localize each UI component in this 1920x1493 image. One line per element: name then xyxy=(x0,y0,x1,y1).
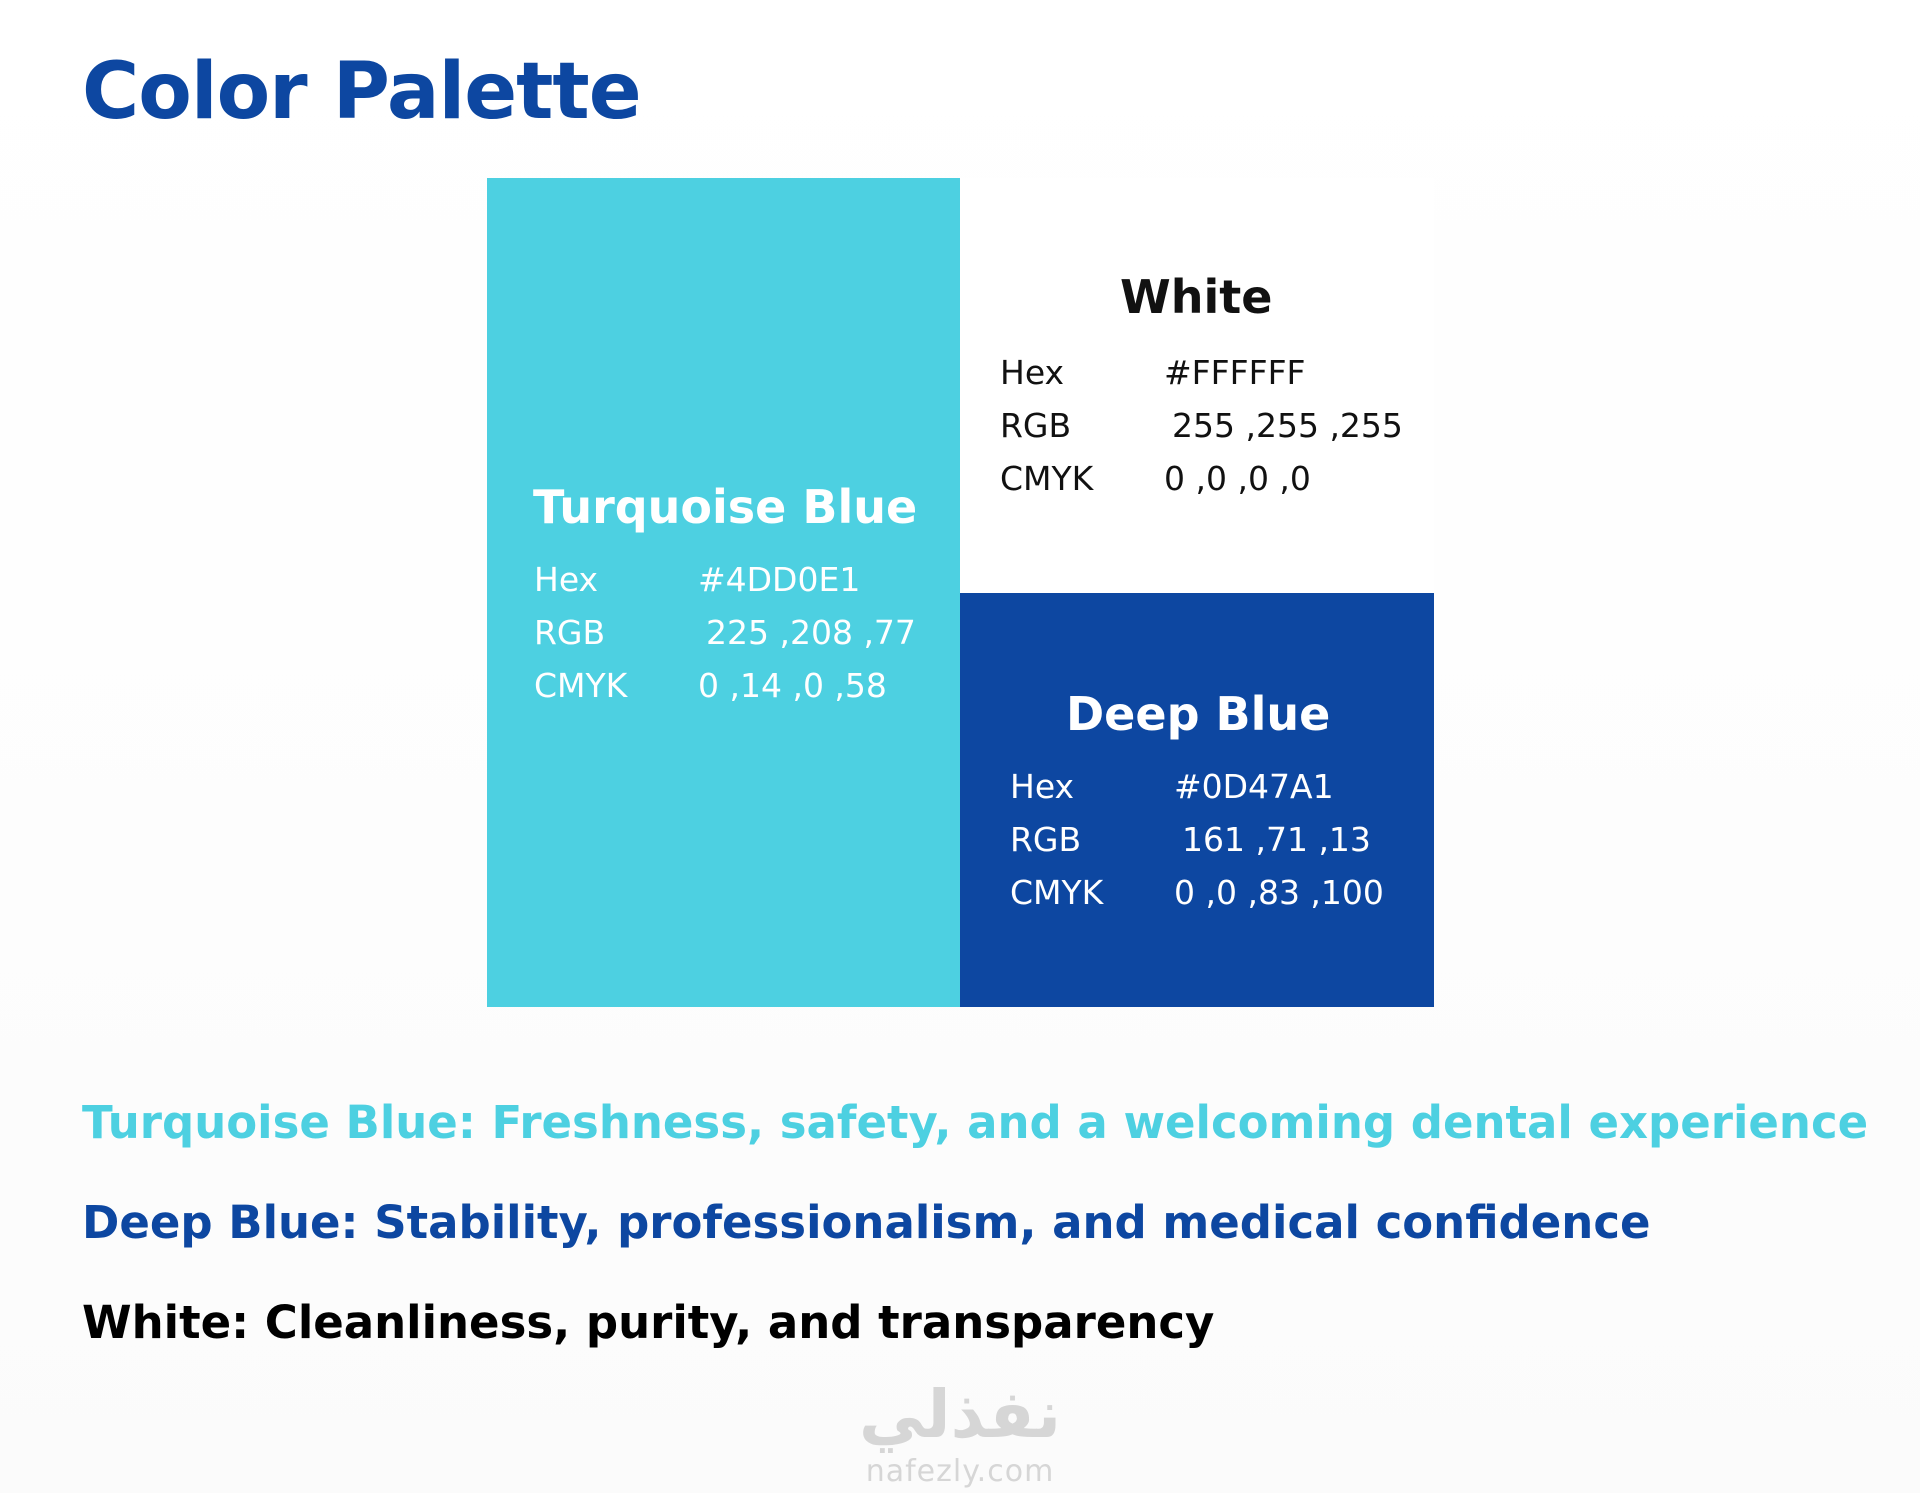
rgb-label: RGB xyxy=(1000,406,1072,445)
watermark-latin-text: nafezly.com xyxy=(865,1454,1055,1489)
turquoise-blue-description: Turquoise Blue: Freshness, safety, and a welcoming dental experience xyxy=(82,1096,1869,1149)
rgb-row xyxy=(534,606,934,659)
white-specs xyxy=(1000,346,1420,505)
cmyk-value: 0 ,0 ,0 ,0 xyxy=(1164,459,1311,498)
hex-value: #4DD0E1 xyxy=(698,560,861,599)
cmyk-row xyxy=(1010,866,1430,919)
hex-label: Hex xyxy=(534,560,599,599)
deep-blue-name: Deep Blue xyxy=(1066,687,1331,741)
cmyk-label: CMYK xyxy=(534,666,628,705)
rgb-value: 161 ,71 ,13 xyxy=(1182,820,1371,859)
hex-value: #0D47A1 xyxy=(1174,767,1334,806)
cmyk-value: 0 ,14 ,0 ,58 xyxy=(698,666,887,705)
rgb-label: RGB xyxy=(534,613,606,652)
cmyk-row xyxy=(1000,452,1420,505)
hex-row xyxy=(1010,760,1430,813)
hex-value: #FFFFFF xyxy=(1164,353,1306,392)
cmyk-value: 0 ,0 ,83 ,100 xyxy=(1174,873,1384,912)
cmyk-row xyxy=(534,659,934,712)
hex-row xyxy=(1000,346,1420,399)
watermark-arabic-text: نفذلي xyxy=(859,1376,1061,1453)
rgb-value: 255 ,255 ,255 xyxy=(1172,406,1403,445)
hex-label: Hex xyxy=(1010,767,1075,806)
rgb-row xyxy=(1010,813,1430,866)
nafezly-watermark xyxy=(845,1375,1075,1493)
turquoise-blue-name: Turquoise Blue xyxy=(533,480,918,534)
page-title: Color Palette xyxy=(82,47,641,137)
rgb-value: 225 ,208 ,77 xyxy=(706,613,916,652)
deep-blue-description: Deep Blue: Stability, professionalism, and medical confidence xyxy=(82,1196,1651,1249)
rgb-label: RGB xyxy=(1010,820,1082,859)
white-description: White: Cleanliness, purity, and transparency xyxy=(82,1296,1215,1349)
deep-blue-specs xyxy=(1010,760,1430,919)
turquoise-blue-specs xyxy=(534,553,934,712)
cmyk-label: CMYK xyxy=(1010,873,1104,912)
white-name: White xyxy=(1120,270,1273,324)
hex-label: Hex xyxy=(1000,353,1065,392)
cmyk-label: CMYK xyxy=(1000,459,1094,498)
rgb-row xyxy=(1000,399,1420,452)
hex-row xyxy=(534,553,934,606)
